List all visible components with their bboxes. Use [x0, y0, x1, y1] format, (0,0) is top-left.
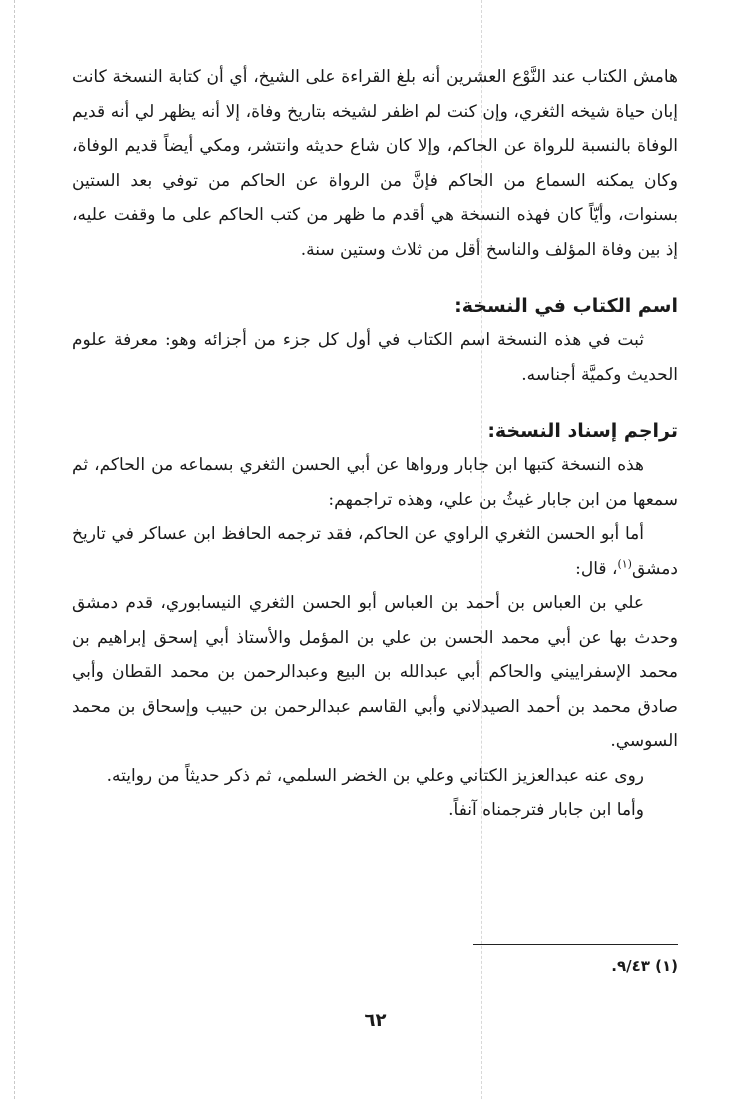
section-heading-title: اسم الكتاب في النسخة: [454, 295, 678, 317]
isnad-paragraph-2-tail: ، قال: [575, 558, 618, 579]
footnote-reference[interactable]: (١) [617, 556, 632, 570]
isnad-paragraph-1: هذه النسخة كتبها ابن جابار ورواها عن أبي الحسن الثغري بسماعه من الحاكم، ثم سمعها من ابن جابار غيثُ بن علي، وهذه تراجمهم: [72, 455, 678, 510]
footnote: (١) ٩/٤٣. [611, 957, 678, 975]
closing-paragraph: وأما ابن جابار فترجمناه آنفاً. [448, 800, 644, 820]
biography-paragraph: علي بن العباس بن أحمد بن العباس أبو الحسن الثغري النيسابوري، قدم دمشق وحدث بها عن أبي محمد الحسن بن علي بن المؤمل والأستاذ أبي إسحق إبراهيم بن محمد الإسفراييني والحاكم أبي عبدالله بن البيع وعبدالرحمن بن محمد القطان وأبي صادق محمد بن أحمد الصيدلاني وأبي القاسم عبدالرحمن بن حبيب وإسحاق بن محمد السوسي. [72, 593, 678, 751]
narrators-paragraph: روى عنه عبدالعزيز الكتاني وعلي بن الخضر السلمي، ثم ذكر حديثاً من روايته. [106, 765, 644, 786]
footnote-divider [473, 944, 678, 945]
isnad-paragraph-2 [72, 517, 678, 586]
page-number: ٦٢ [364, 1010, 387, 1031]
isnad-paragraph-2-text: أما أبو الحسن الثغري الراوي عن الحاكم، فقد ترجمه الحافظ ابن عساكر في تاريخ دمشق [72, 524, 678, 579]
page-body [72, 60, 678, 828]
title-paragraph: ثبت في هذه النسخة اسم الكتاب في أول كل جزء من أجزائه وهو: معرفة علوم الحديث وكميَّة أجناسه. [72, 330, 678, 385]
intro-paragraph: هامش الكتاب عند النَّوْع العشرين أنه بلغ القراءة على الشيخ، أي أن كتابة النسخة كانت إبان حياة شيخه الثغري، وإن كنت لم اظفر لشيخه بتاريخ وفاة، إلا أنه يظهر لي أنه قديم الوفاة بالنسبة للرواة عن الحاكم، وإلا كان شاع حديثه وانتشر، ومكي أيضاً قديم الوفاة، وكان يمكنه السماع من الحاكم فإنَّ من الرواة عن الحاكم من توفي بعد الستين بسنوات، وأيّاً كان فهذه النسخة هي أقدم ما ظهر من كتب الحاكم على ما وقفت عليه، إذ بين وفاة المؤلف والناسخ أقل من ثلاث وستين سنة. [72, 67, 678, 260]
section-heading-isnad: تراجم إسناد النسخة: [487, 420, 678, 442]
scan-guide-line [14, 0, 15, 1099]
